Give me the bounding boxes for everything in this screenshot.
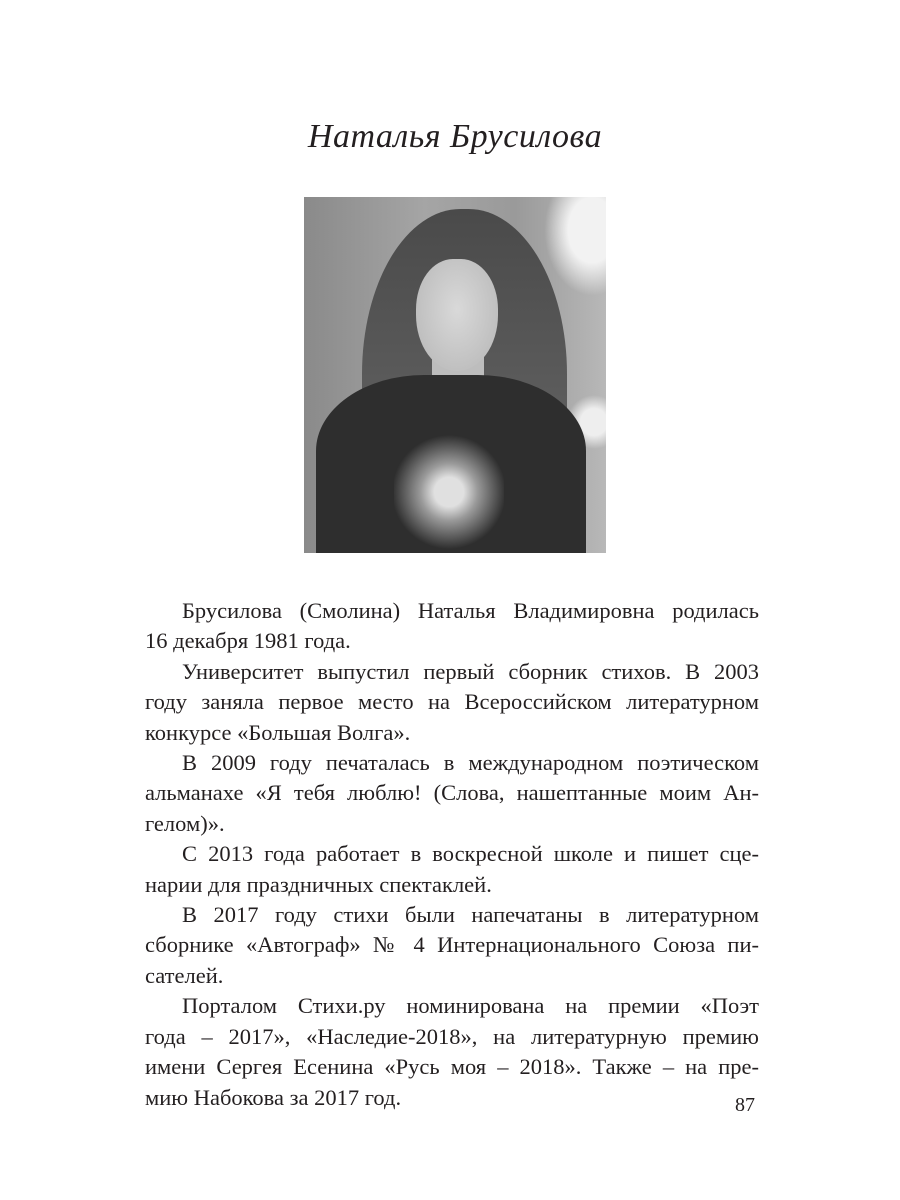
text-line: Порталом Стихи.ру номинирована на премии «Поэт: [182, 993, 759, 1019]
text-line: В 2017 году стихи были напечатаны в литературном: [182, 902, 759, 928]
text-line: С 2013 года работает в воскресной школе и пишет сце-: [182, 841, 759, 867]
author-photo: [304, 197, 606, 553]
text-line: имени Сергея Есенина «Русь моя – 2018». Также – на пре-: [145, 1054, 759, 1080]
paragraph: [145, 748, 759, 839]
photo-face: [416, 259, 498, 371]
page-number: 87: [735, 1094, 755, 1116]
text-line: сателей.: [145, 962, 224, 988]
paragraph: [145, 657, 759, 748]
biography-text: [145, 596, 759, 1113]
text-line: 16 декабря 1981 года.: [145, 628, 351, 654]
author-title: Наталья Брусилова: [307, 118, 603, 155]
text-line: конкурсе «Большая Волга».: [145, 719, 411, 745]
text-line: года – 2017», «Наследие-2018», на литературную премию: [145, 1023, 759, 1049]
paragraph: [145, 596, 759, 657]
text-line: году заняла первое место на Всероссийском литературном: [145, 689, 759, 715]
paragraph: [145, 839, 759, 900]
text-line: мию Набокова за 2017 год.: [145, 1084, 402, 1110]
text-line: альманахе «Я тебя люблю! (Слова, нашептанные моим Ан-: [145, 780, 759, 806]
text-line: сборнике «Автограф» № 4 Интернационального Союза пи-: [145, 932, 759, 958]
paragraph: [145, 991, 759, 1113]
text-line: нарии для праздничных спектаклей.: [145, 871, 492, 897]
text-line: В 2009 году печаталась в международном поэтическом: [182, 750, 759, 776]
text-line: гелом)».: [145, 810, 225, 836]
text-line: Брусилова (Смолина) Наталья Владимировна родилась: [182, 598, 759, 623]
paragraph: [145, 900, 759, 991]
text-line: Университет выпустил первый сборник стихов. В 2003: [182, 658, 759, 684]
photo-lace: [394, 432, 504, 552]
